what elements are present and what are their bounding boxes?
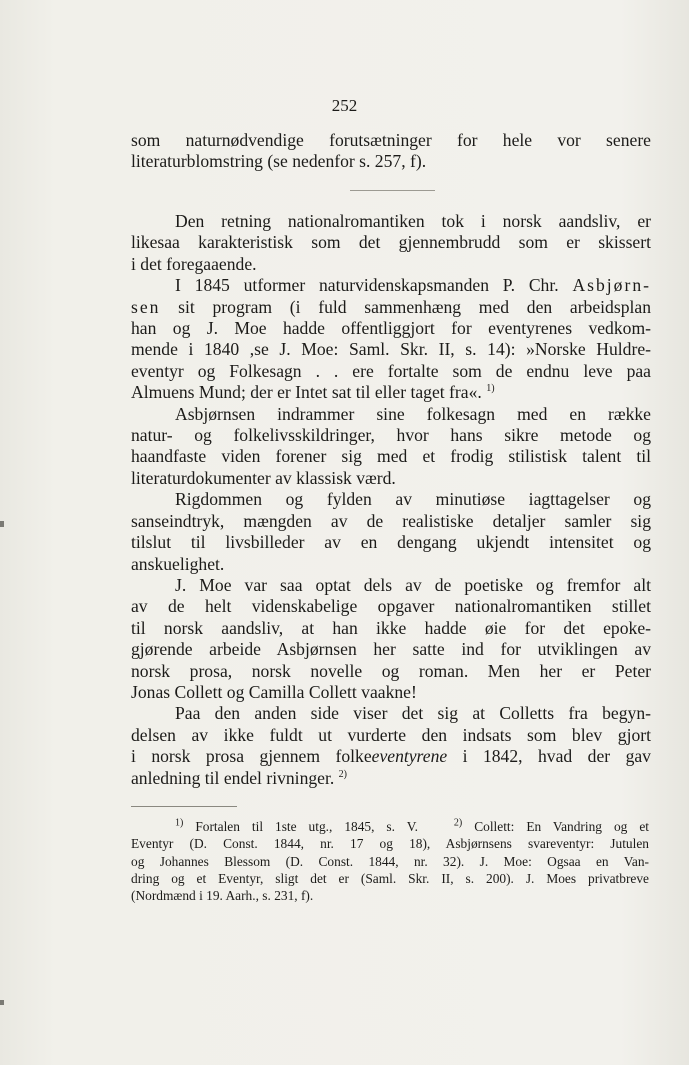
text-fragment: sit program (i fuld sammenhæng med den arbeidsplan	[160, 296, 651, 317]
footnote-number: 1)	[175, 817, 184, 829]
text-line: literaturdokumenter av klassisk værd.	[131, 467, 396, 488]
text-line	[131, 297, 651, 318]
spaced-name: Asbjørn-	[572, 275, 651, 296]
footnote-line: (Nordmænd i 19. Aarh., s. 231, f).	[131, 888, 314, 904]
footnote-text: Fortalen til 1ste utg., 1845, s. V.	[195, 819, 418, 834]
text-line	[131, 746, 651, 767]
footnote-ref: 1)	[486, 383, 495, 395]
text-fragment: I 1845 utformer naturvidenskapsmanden P. Chr.	[175, 275, 573, 296]
text-fragment: Almuens Mund; der er Intet sat til eller taget fra«.	[131, 382, 482, 403]
text-line	[131, 768, 651, 789]
text-line: haandfaste viden forener sig med et frodig stilistisk talent til	[131, 446, 651, 467]
footnote-line	[131, 818, 649, 835]
text-line: Den retning nationalromantiken tok i norsk aandsliv, er	[175, 211, 651, 231]
footnote-number: 2)	[453, 817, 463, 829]
footnote-rule	[131, 806, 237, 807]
text-line: norsk prosa, norsk novelle og roman. Men her er Peter	[131, 660, 651, 681]
continuation-paragraph	[131, 130, 651, 173]
text-line: til norsk aandsliv, at han ikke hadde øie for det epoke-	[131, 617, 651, 638]
footnote-line: Eventyr (D. Const. 1844, nr. 17 og 18), Asbjørnsens svareventyr: Jutulen	[131, 836, 649, 852]
main-text	[131, 211, 651, 789]
text-fragment: i norsk prosa gjennem folke	[131, 746, 372, 767]
text-line: av de helt videnskabelige opgaver nationalromantiken stillet	[131, 596, 651, 617]
footnote-line: dring og et Eventyr, sligt det er (Saml. Skr. II, s. 200). J. Moes privatbreve	[131, 870, 649, 886]
binding-mark	[0, 1000, 4, 1005]
paragraph-nationalromantiken	[131, 211, 651, 275]
text-line: delsen av ikke fuldt ut vurderte den indsats som blev gjort	[131, 724, 651, 745]
text-line: Jonas Collett og Camilla Collett vaakne!	[131, 681, 417, 702]
text-line	[131, 382, 651, 403]
text-line: Paa den anden side viser det sig at Colletts fra begyn-	[175, 703, 651, 724]
paragraph-rigdommen	[131, 489, 651, 575]
text-line: Asbjørnsen indrammer sine folkesagn med en række	[175, 403, 651, 424]
paragraph-asbjornsen-program	[131, 275, 651, 403]
text-line: som naturnødvendige forutsætninger for hele vor senere	[131, 130, 651, 150]
text-line: gjørende arbeide Asbjørnsen her satte ind for utviklingen av	[131, 639, 651, 660]
text-line: anskuelighet.	[131, 553, 225, 574]
footnotes	[131, 818, 649, 904]
footnote-line: og Johannes Blessom (D. Const. 1844, nr. 32). J. Moe: Ogsaa en Van-	[131, 853, 649, 869]
text-fragment: i 1842, hvad der gav	[447, 746, 651, 767]
text-line: mende i 1840 ,se J. Moe: Saml. Skr. II, s. 14): »Norske Huldre-	[131, 339, 651, 360]
paragraph-colletts	[131, 703, 651, 789]
paragraph-moe	[131, 575, 651, 703]
text-fragment: anledning til endel rivninger.	[131, 767, 335, 788]
text-line: sanseindtryk, mængden av de realistiske detaljer samler sig	[131, 510, 651, 531]
text-line: han og J. Moe hadde offentliggjort for eventyrenes vedkom-	[131, 318, 651, 339]
italic-word: eventyrene	[371, 746, 448, 767]
text-line: eventyr og Folkesagn . . ere fortalte som de endnu leve paa	[131, 360, 651, 381]
text-line: i det foregaaende.	[131, 253, 257, 274]
text-line: tilslut til livsbilleder av en dengang ukjendt intensitet og	[131, 532, 651, 553]
text-line: natur- og folkelivsskildringer, hvor hans sikre metode og	[131, 425, 651, 446]
section-separator	[350, 190, 435, 191]
paragraph-folkesagn	[131, 404, 651, 490]
text-line: literaturblomstring (se nedenfor s. 257, f).	[131, 151, 427, 172]
text-line: likesaa karakteristisk som det gjennembrudd som er skissert	[131, 232, 651, 253]
binding-mark	[0, 521, 4, 527]
text-line: Rigdommen og fylden av minutiøse iagttagelser og	[175, 489, 651, 510]
footnote-text: Collett: En Vandring og et	[474, 819, 649, 834]
text-line: J. Moe var saa optat dels av de poetiske og fremfor alt	[175, 574, 651, 595]
page-number: 252	[331, 96, 358, 115]
text-line	[131, 275, 651, 296]
spaced-name: sen	[131, 296, 161, 317]
footnote-ref: 2)	[338, 768, 348, 780]
